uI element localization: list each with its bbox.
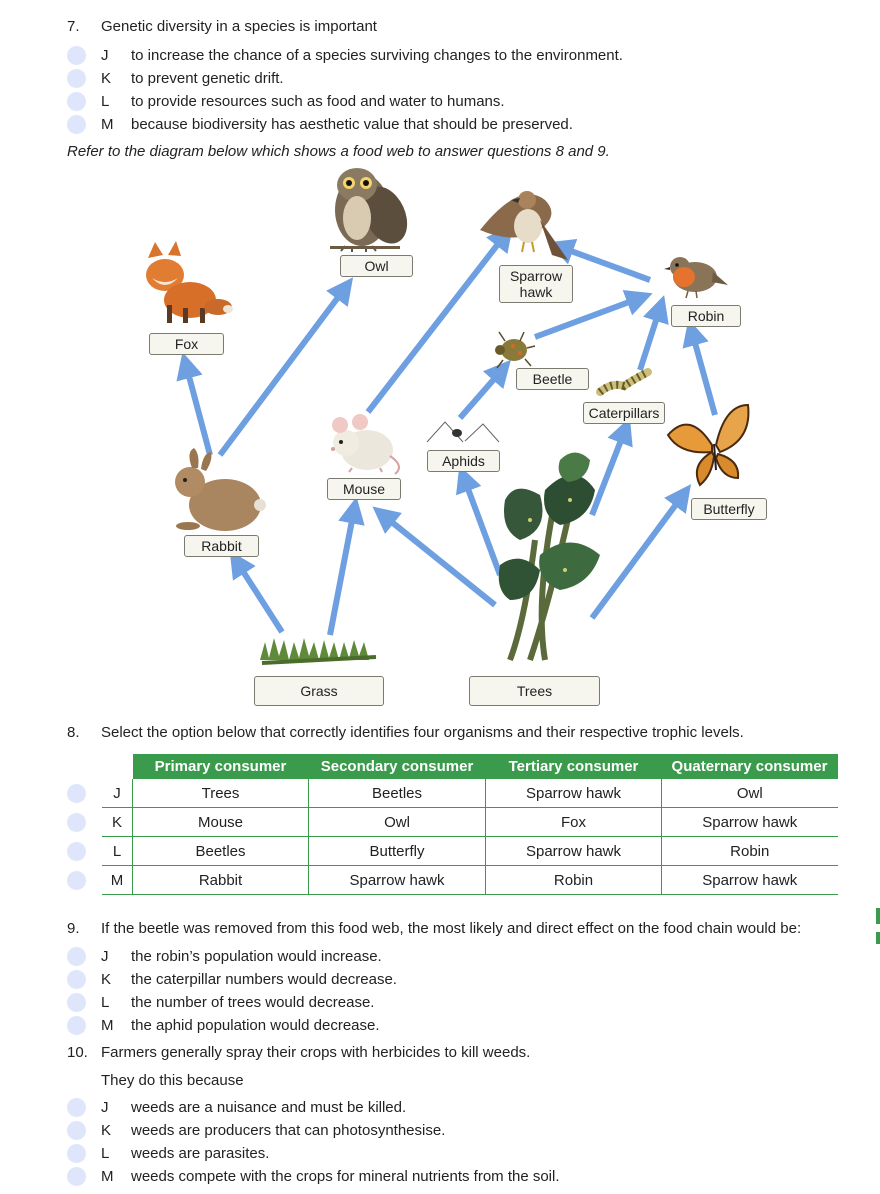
q9-number: 9.	[67, 920, 80, 937]
table-cell: Sparrow hawk	[486, 837, 662, 866]
table-cell: Sparrow hawk	[662, 808, 838, 837]
label-beetle: Beetle	[516, 368, 589, 390]
q7-option-m[interactable]	[67, 113, 573, 135]
option-text: weeds are parasites.	[131, 1144, 270, 1162]
arrow-grass-to-rabbit	[237, 562, 282, 632]
radio-bubble[interactable]	[67, 842, 86, 861]
option-letter: J	[101, 1098, 109, 1116]
q10-option-m[interactable]	[67, 1165, 560, 1187]
table-row[interactable]	[67, 808, 838, 837]
table-row[interactable]	[67, 837, 838, 866]
label-owl: Owl	[340, 255, 413, 277]
rabbit-icon	[175, 448, 266, 531]
option-text: the aphid population would decrease.	[131, 1016, 380, 1034]
owl-icon	[330, 168, 416, 252]
table-cell: Robin	[662, 837, 838, 866]
table-cell: Sparrow hawk	[662, 866, 838, 895]
header-secondary-consumer: Secondary consumer	[309, 754, 486, 779]
label-trees: Trees	[469, 676, 600, 706]
q9-radio-m[interactable]	[67, 1016, 86, 1035]
radio-bubble[interactable]	[67, 813, 86, 832]
option-text: because biodiversity has aesthetic value that should be preserved.	[131, 115, 573, 133]
option-text: to prevent genetic drift.	[131, 69, 284, 87]
table-cell: Rabbit	[133, 866, 309, 895]
q7-option-l[interactable]	[67, 90, 505, 112]
q7-radio-m[interactable]	[67, 115, 86, 134]
table-cell: Sparrow hawk	[486, 779, 662, 808]
diagram-instruction: Refer to the diagram below which shows a food web to answer questions 8 and 9.	[67, 143, 610, 160]
header-primary-consumer: Primary consumer	[133, 754, 309, 779]
arrow-rabbit-to-fox	[186, 365, 210, 455]
table-cell: Mouse	[133, 808, 309, 837]
arrow-beetle-to-robin	[535, 298, 640, 337]
arrow-caterpillars-to-robin	[640, 308, 660, 370]
q8-text: Select the option below that correctly identifies four organisms and their respective trophic levels.	[101, 724, 744, 741]
q9-option-m[interactable]	[67, 1014, 380, 1036]
option-letter: K	[101, 970, 112, 988]
table-cell: Beetles	[309, 779, 486, 808]
option-letter: L	[101, 1144, 110, 1162]
q9-radio-j[interactable]	[67, 947, 86, 966]
food-web-illustrations	[0, 160, 880, 720]
arrow-aphids-to-beetle	[460, 370, 502, 418]
option-text: the caterpillar numbers would decrease.	[131, 970, 397, 988]
q10-option-j[interactable]	[67, 1096, 406, 1118]
arrow-trees-to-butterfly	[592, 495, 683, 618]
option-letter: M	[101, 115, 114, 133]
option-text: to increase the chance of a species surviving changes to the environment.	[131, 46, 623, 64]
q7-radio-k[interactable]	[67, 69, 86, 88]
robin-icon	[664, 257, 728, 298]
arrow-robin-to-sparrow_hawk	[560, 247, 650, 280]
trees-icon	[499, 453, 600, 661]
arrow-trees-to-mouse	[383, 515, 495, 605]
q9-option-l[interactable]	[67, 991, 374, 1013]
q8-radio-k[interactable]	[67, 808, 102, 837]
row-letter: M	[102, 866, 133, 895]
caterpillar-icon	[600, 372, 648, 392]
q7-option-j[interactable]	[67, 44, 623, 66]
header-spacer	[67, 754, 102, 779]
radio-bubble[interactable]	[67, 784, 86, 803]
option-letter: J	[101, 947, 109, 965]
q7-radio-l[interactable]	[67, 92, 86, 111]
option-letter: K	[101, 69, 112, 87]
q8-radio-j[interactable]	[67, 779, 102, 808]
q7-option-k[interactable]	[67, 67, 284, 89]
table-cell: Fox	[486, 808, 662, 837]
q8-radio-m[interactable]	[67, 866, 102, 895]
arrow-butterfly-to-robin	[692, 332, 715, 415]
label-mouse: Mouse	[327, 478, 401, 500]
arrow-rabbit-to-owl	[220, 288, 345, 455]
q8-number: 8.	[67, 724, 80, 741]
mouse-icon	[331, 414, 399, 474]
table-cell: Owl	[309, 808, 486, 837]
arrow-trees-to-aphids	[464, 478, 500, 575]
label-butterfly: Butterfly	[691, 498, 767, 520]
table-cell: Butterfly	[309, 837, 486, 866]
arrow-trees-to-caterpillars	[592, 430, 625, 515]
q9-text: If the beetle was removed from this food web, the most likely and direct effect on the food chain would be:	[101, 920, 802, 937]
label-grass: Grass	[254, 676, 384, 706]
option-letter: M	[101, 1016, 114, 1034]
q10-text-2: They do this because	[101, 1072, 244, 1089]
option-text: the number of trees would decrease.	[131, 993, 375, 1011]
option-text: the robin’s population would increase.	[131, 947, 382, 965]
fox-icon	[146, 241, 233, 323]
aphids-icon	[427, 422, 499, 442]
arrow-grass-to-mouse	[330, 510, 354, 635]
table-cell: Robin	[486, 866, 662, 895]
q7-text: Genetic diversity in a species is important	[101, 18, 377, 35]
table-row[interactable]	[67, 866, 838, 895]
beetle-icon	[495, 332, 535, 368]
radio-bubble[interactable]	[67, 871, 86, 890]
q10-option-k[interactable]	[67, 1119, 445, 1141]
q10-radio-l[interactable]	[67, 1144, 86, 1163]
butterfly-icon	[668, 405, 748, 485]
label-aphids: Aphids	[427, 450, 500, 472]
option-text: weeds are a nuisance and must be killed.	[131, 1098, 407, 1116]
trophic-level-table	[67, 754, 838, 895]
q10-number: 10.	[67, 1044, 88, 1061]
q7-number: 7.	[67, 18, 80, 35]
label-robin: Robin	[671, 305, 741, 327]
table-cell: Sparrow hawk	[309, 866, 486, 895]
q10-radio-j[interactable]	[67, 1098, 86, 1117]
option-letter: J	[101, 46, 109, 64]
page-edge-marker	[876, 908, 880, 944]
row-letter: J	[102, 779, 133, 808]
label-caterpillars: Caterpillars	[583, 402, 665, 424]
row-letter: L	[102, 837, 133, 866]
header-tertiary-consumer: Tertiary consumer	[486, 754, 662, 779]
table-row[interactable]	[67, 779, 838, 808]
q10-text: Farmers generally spray their crops with herbicides to kill weeds.	[101, 1044, 531, 1061]
row-letter: K	[102, 808, 133, 837]
q10-radio-m[interactable]	[67, 1167, 86, 1186]
header-spacer	[102, 754, 133, 779]
q7-radio-j[interactable]	[67, 46, 86, 65]
label-rabbit: Rabbit	[184, 535, 259, 557]
option-letter: K	[101, 1121, 112, 1139]
q9-option-j[interactable]	[67, 945, 382, 967]
q10-radio-k[interactable]	[67, 1121, 86, 1140]
header-quaternary-consumer: Quaternary consumer	[662, 754, 838, 779]
table-cell: Owl	[662, 779, 838, 808]
option-text: to provide resources such as food and water to humans.	[131, 92, 505, 110]
option-letter: L	[101, 92, 110, 110]
grass-icon	[260, 638, 376, 663]
q8-radio-l[interactable]	[67, 837, 102, 866]
q9-option-k[interactable]	[67, 968, 397, 990]
q10-option-l[interactable]	[67, 1142, 269, 1164]
option-text: weeds are producers that can photosynthesise.	[131, 1121, 446, 1139]
food-web-diagram	[0, 160, 880, 720]
option-letter: L	[101, 993, 110, 1011]
label-fox: Fox	[149, 333, 224, 355]
label-sparrow-hawk: Sparrow hawk	[499, 265, 573, 303]
table-cell: Trees	[133, 779, 309, 808]
q9-radio-l[interactable]	[67, 993, 86, 1012]
option-text: weeds compete with the crops for mineral nutrients from the soil.	[131, 1167, 560, 1185]
q9-radio-k[interactable]	[67, 970, 86, 989]
option-letter: M	[101, 1167, 114, 1185]
table-cell: Beetles	[133, 837, 309, 866]
